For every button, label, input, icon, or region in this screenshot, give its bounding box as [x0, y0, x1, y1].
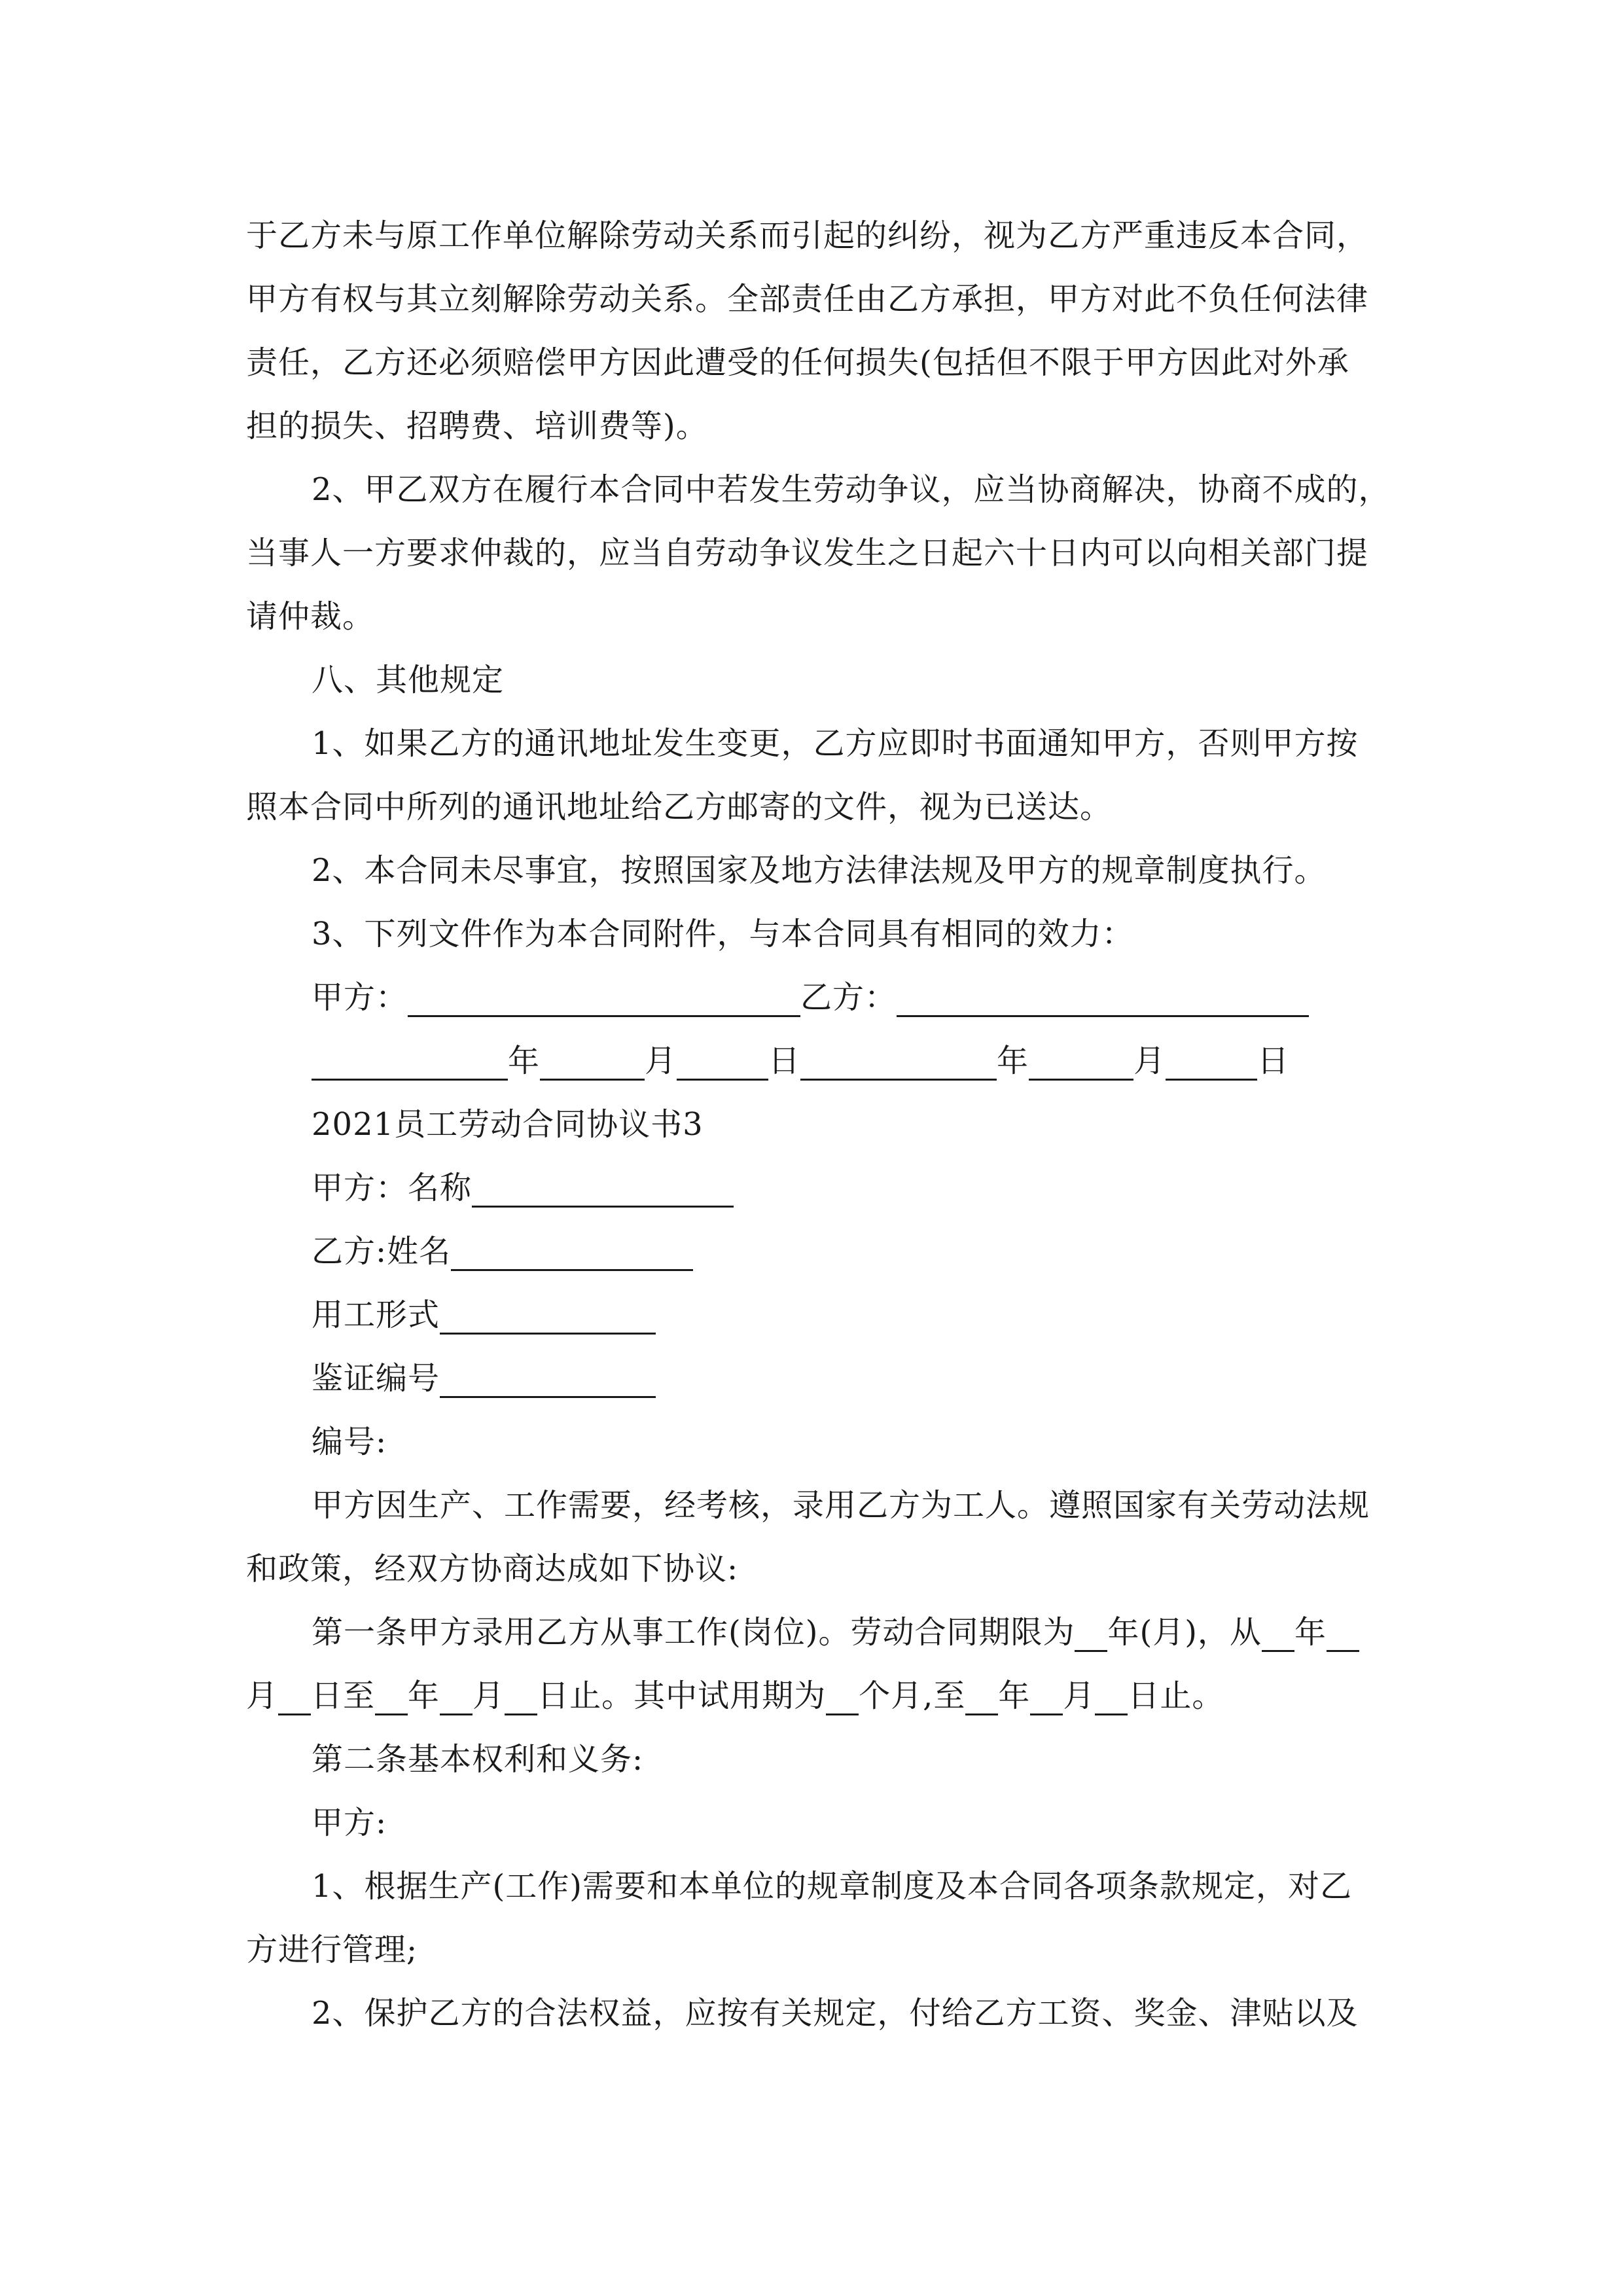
paragraph-line: 甲方因生产、工作需要，经考核，录用乙方为工人。遵照国家有关劳动法规 [312, 1487, 1370, 1524]
paragraph-line: 1、根据生产(工作)需要和本单位的规章制度及本合同各项条款规定，对乙 [312, 1868, 1352, 1905]
day-label: 日 [1257, 1043, 1290, 1079]
blank [278, 1674, 311, 1715]
party-b-name-blank [451, 1230, 693, 1271]
blank [1075, 1611, 1107, 1652]
party-a-name-label: 甲方：名称 [312, 1170, 473, 1206]
text-run: 年 [408, 1677, 440, 1714]
cert-number-label: 鉴证编号 [312, 1360, 440, 1397]
blank [1030, 1674, 1063, 1715]
text-run: 月 [246, 1677, 279, 1714]
month-label: 月 [1133, 1043, 1166, 1079]
field-line [246, 1220, 1378, 1283]
blank [375, 1674, 408, 1715]
blank [1262, 1611, 1294, 1652]
year-label: 年 [997, 1043, 1029, 1079]
number-label: 编号: [312, 1424, 387, 1460]
article-heading: 第二条基本权利和义务: [312, 1741, 644, 1778]
employment-form-blank [440, 1293, 656, 1335]
paragraph-line: 方进行管理; [246, 1931, 418, 1968]
text-run: 月 [473, 1677, 505, 1714]
document-title: 2021员工劳动合同协议书3 [312, 1106, 704, 1143]
paragraph-line: 照本合同中所列的通讯地址给乙方邮寄的文件，视为已送达。 [246, 789, 1113, 825]
paragraph-line: 责任，乙方还必须赔偿甲方因此遭受的任何损失(包括但不限于甲方因此对外承 [246, 344, 1349, 381]
paragraph-line: 和政策，经双方协商达成如下协议: [246, 1551, 739, 1587]
paragraph-line [246, 1601, 1378, 1664]
blank [965, 1674, 998, 1715]
paragraph-line: 2、甲乙双方在履行本合同中若发生劳动争议，应当协商解决，协商不成的， [312, 471, 1391, 508]
party-a-label: 甲方： [312, 979, 408, 1016]
text-run: 日至 [311, 1677, 376, 1714]
day-label: 日 [768, 1043, 801, 1079]
party-b-label: 乙方： [800, 979, 897, 1016]
document-body [246, 204, 1391, 2045]
month-label: 月 [645, 1043, 677, 1079]
day-blank [1166, 1039, 1257, 1081]
paragraph-line: 当事人一方要求仲裁的，应当自劳动争议发生之日起六十日内可以向相关部门提 [246, 535, 1369, 571]
cert-number-blank [440, 1357, 656, 1398]
paragraph-line: 2、保护乙方的合法权益，应按有关规定，付给乙方工资、奖金、津贴以及 [312, 1995, 1359, 2032]
text-run: 日止。其中试用期为 [537, 1677, 827, 1714]
month-blank [1029, 1039, 1133, 1081]
party-heading: 甲方: [312, 1804, 387, 1841]
blank [826, 1674, 859, 1715]
year-blank [800, 1039, 997, 1081]
party-a-signature-blank [408, 976, 800, 1017]
signature-line [246, 966, 1378, 1030]
month-blank [540, 1039, 645, 1081]
text-run: 日止。 [1128, 1677, 1224, 1714]
text-run: 年(月)，从 [1107, 1614, 1262, 1651]
blank [440, 1674, 473, 1715]
paragraph-line [246, 1664, 1378, 1728]
day-blank [677, 1039, 768, 1081]
paragraph-line: 1、如果乙方的通讯地址发生变更，乙方应即时书面通知甲方，否则甲方按 [312, 725, 1359, 762]
text-run: 月 [1063, 1677, 1096, 1714]
field-line [246, 1283, 1378, 1347]
year-label: 年 [508, 1043, 541, 1079]
year-blank [312, 1039, 508, 1081]
blank [505, 1674, 537, 1715]
paragraph-line: 3、下列文件作为本合同附件，与本合同具有相同的效力： [312, 916, 1134, 952]
party-b-name-label: 乙方:姓名 [312, 1233, 452, 1270]
party-a-name-blank [472, 1166, 734, 1208]
date-line [246, 1030, 1378, 1093]
field-line [246, 1347, 1378, 1410]
blank [1327, 1611, 1359, 1652]
paragraph-line: 2、本合同未尽事宜，按照国家及地方法律法规及甲方的规章制度执行。 [312, 852, 1327, 889]
employment-form-label: 用工形式 [312, 1297, 440, 1333]
paragraph-line: 于乙方未与原工作单位解除劳动关系而引起的纠纷，视为乙方严重违反本合同， [246, 217, 1369, 254]
text-run: 第一条甲方录用乙方从事工作(岗位)。劳动合同期限为 [312, 1614, 1075, 1651]
paragraph-line: 担的损失、招聘费、培训费等)。 [246, 408, 708, 444]
text-run: 个月,至 [859, 1677, 966, 1714]
paragraph-line: 请仲裁。 [246, 598, 375, 635]
text-run: 年 [998, 1677, 1031, 1714]
field-line [246, 1157, 1378, 1220]
text-run: 年 [1294, 1614, 1327, 1651]
paragraph-line: 甲方有权与其立刻解除劳动关系。全部责任由乙方承担，甲方对此不负任何法律 [246, 281, 1369, 317]
blank [1095, 1674, 1128, 1715]
section-heading: 八、其他规定 [312, 662, 505, 698]
party-b-signature-blank [897, 976, 1309, 1017]
